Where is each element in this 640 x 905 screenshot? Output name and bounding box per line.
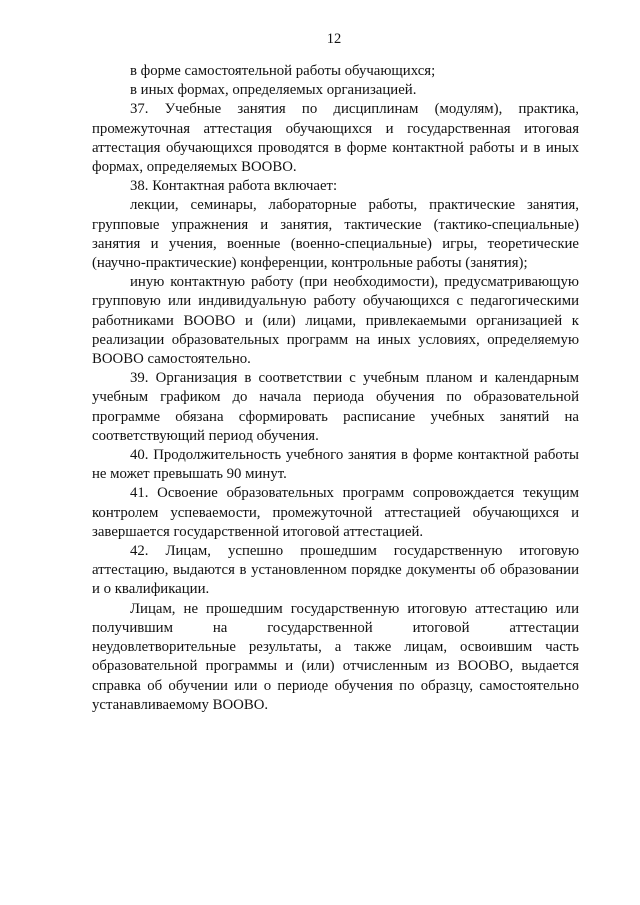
page-number: 12 [326,31,342,47]
paragraph-41: 41. Освоение образовательных программ сопровождается текущим контролем успеваемости, промежуточной аттестацией обучающихся и завершается государственной итоговой аттестацией. [92,485,579,540]
paragraph-38-other-contact-work: иную контактную работу (при необходимости), предусматривающую групповую или индивидуальную работу обучающихся с педагогическими работниками ВООВО и (или) лицами, привлекаемыми организацией к реализации образовательных программ на иных условиях, определяемую ВООВО самостоятельно. [92,274,579,368]
paragraph-other-forms: в иных формах, определяемых организацией. [130,82,417,99]
document-body [92,62,579,715]
paragraph-38: 38. Контактная работа включает: [130,178,338,195]
paragraph-39: 39. Организация в соответствии с учебным планом и календарным учебным графиком до начала периода обучения по образовательной программе обязана сформировать расписание учебных занятий на соответствующий период обучения. [92,370,579,444]
paragraph-37: 37. Учебные занятия по дисциплинам (модулям), практика, промежуточная аттестация обучающихся и государственная итоговая аттестация обучающихся проводятся в форме контактной работы и в иных формах, определяемых ВООВО. [92,101,579,176]
paragraph-form-independent-work: в форме самостоятельной работы обучающихся; [130,63,436,79]
paragraph-40: 40. Продолжительность учебного занятия в форме контактной работы не может превышать 90 минут. [92,447,579,483]
paragraph-42-not-passed: Лицам, не прошедшим государственную итоговую аттестацию или получившим на государственной итоговой аттестации неудовлетворительные результаты, а также лицам, освоившим часть образовательной программы и (или) отчисленным из ВООВО, выдается справка об обучении или о периоде обучения по образцу, самостоятельно устанавливаемому ВООВО. [92,600,579,713]
paragraph-38-lectures: лекции, семинары, лабораторные работы, практические занятия, групповые упражнения и занятия, тактические (тактико-специальные) занятия и учения, военные (военно-специальные) игры, теоретические (научно-практические) конференции, контрольные работы (занятия); [92,197,579,272]
paragraph-42: 42. Лицам, успешно прошедшим государственную итоговую аттестацию, выдаются в установленном порядке документы об образовании и о квалификации. [92,543,579,598]
